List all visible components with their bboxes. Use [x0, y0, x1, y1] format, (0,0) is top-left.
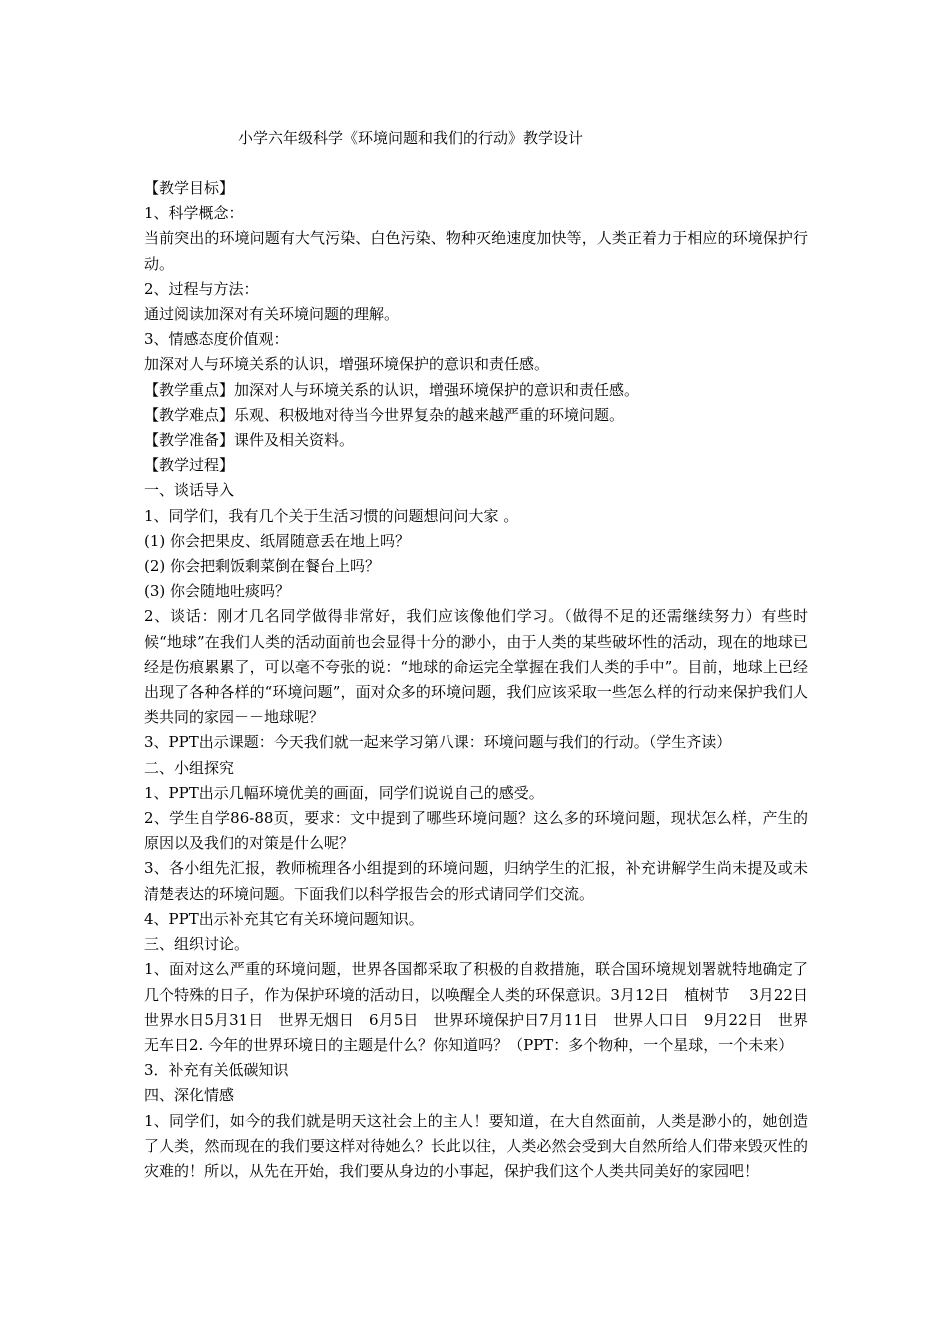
goal-3-text: 加深对人与环境关系的认识，增强环境保护的意识和责任感。	[144, 355, 550, 374]
section-3-heading: 三、组织讨论。	[144, 935, 250, 954]
key-point: 【教学重点】加深对人与环境关系的认识，增强环境保护的意识和责任感。	[144, 380, 640, 399]
goal-1-text: 当前突出的环境问题有大气污染、白色污染、物种灭绝速度加快等，人类正着力于相应的环境保护行动。	[144, 229, 808, 273]
document-page	[144, 126, 824, 1184]
question-1: (1) 你会把果皮、纸屑随意丢在地上吗？	[144, 531, 411, 550]
preparation: 【教学准备】课件及相关资料。	[144, 431, 355, 450]
question-2: (2) 你会把剩饭剩菜倒在餐台上吗？	[144, 557, 381, 576]
section-2-heading: 二、小组探究	[144, 758, 235, 777]
section-2-item-1: 1、PPT出示几幅环境优美的画面，同学们说说自己的感受。	[144, 783, 544, 802]
goal-2-text: 通过阅读加深对有关环境问题的理解。	[144, 305, 400, 324]
document-body	[144, 176, 824, 1184]
section-1-item-2: 2、谈话：刚才几名同学做得非常好，我们应该像他们学习。（做得不足的还需继续努力）有些时候“地球”在我们人类的活动面前也会显得十分的渺小，由于人类的某些破坏性的活动，现在的地球已经是伤痕累累了，可以毫不夸张的说：“地球的命运完全掌握在我们人类的手中”。目前，地球上已经出现了各种各样的“环境问题”，面对众多的环境问题，我们应该采取一些怎么样的行动来保护我们人类共同的家园－－地球呢？	[144, 607, 808, 727]
section-2-item-3: 3、各小组先汇报，教师梳理各小组提到的环境问题，归纳学生的汇报，补充讲解学生尚未提及或未清楚表达的环境问题。下面我们以科学报告会的形式请同学们交流。	[144, 859, 808, 903]
section-1-item-1: 1、同学们，我有几个关于生活习惯的问题想问问大家 。	[144, 506, 519, 525]
goal-3-heading: 3、情感态度价值观：	[144, 330, 289, 349]
section-1-item-3: 3、PPT出示课题：今天我们就一起来学习第八课：环境问题与我们的行动。（学生齐读）	[144, 733, 732, 752]
goal-2-heading: 2、过程与方法：	[144, 279, 259, 298]
document-title: 小学六年级科学《环境问题和我们的行动》教学设计	[238, 129, 584, 147]
section-4-item-1: 1、同学们，如今的我们就是明天这社会上的主人！要知道，在大自然面前，人类是渺小的，她创造了人类，然而现在的我们要这样对待她么？长此以往，人类必然会受到大自然所给人们带来毁灭性的灾难的！所以，从先在开始，我们要从身边的小事起，保护我们这个人类共同美好的家园吧！	[144, 1111, 808, 1180]
goal-1-heading: 1、科学概念：	[144, 204, 244, 223]
difficult-point: 【教学难点】乐观、积极地对待当今世界复杂的越来越严重的环境问题。	[144, 405, 625, 424]
section-3-item-1: 1、面对这么严重的环境问题，世界各国都采取了积极的自救措施，联合国环境规划署就特地确定了几个特殊的日子，作为保护环境的活动日，以唤醒全人类的环保意识。3月12日 植树节 3月22日 世界水日5月31日 世界无烟日 6月5日 世界环境保护日7月11日 世界人口日 9月22日 世界无车日2. 今年的世界环境日的主题是什么？你知道吗？（PPT：多个物种，一个星球，一个未来）	[144, 960, 824, 1054]
heading-teaching-goals: 【教学目标】	[144, 179, 235, 197]
section-4-heading: 四、深化情感	[144, 1086, 235, 1105]
question-3: (3) 你会随地吐痰吗？	[144, 582, 291, 601]
section-2-item-4: 4、PPT出示补充其它有关环境问题知识。	[144, 909, 424, 928]
section-1-heading: 一、谈话导入	[144, 481, 235, 500]
section-3-item-3: 3．补充有关低碳知识	[144, 1061, 289, 1080]
section-2-item-2: 2、学生自学86-88页，要求：文中提到了哪些环境问题？这么多的环境问题，现状怎么样，产生的原因以及我们的对策是什么呢？	[144, 809, 808, 853]
heading-teaching-process: 【教学过程】	[144, 456, 235, 475]
